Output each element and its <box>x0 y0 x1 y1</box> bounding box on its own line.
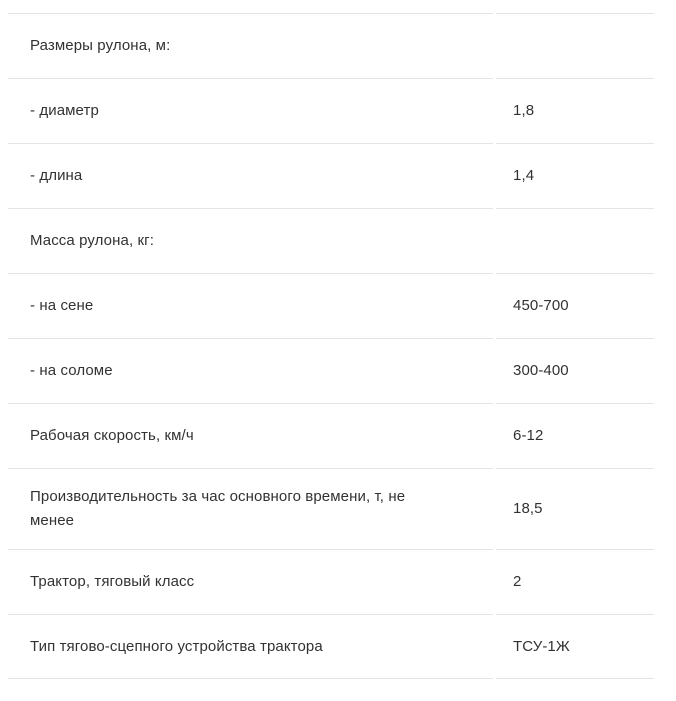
table-row <box>8 143 654 208</box>
table-row <box>8 78 654 143</box>
table-row <box>8 273 654 338</box>
spec-table <box>8 13 654 679</box>
spec-param-cell: - на соломе <box>8 338 493 403</box>
spec-param-cell: - диаметр <box>8 78 493 143</box>
table-row <box>8 208 654 273</box>
spec-value-cell: 18,5 <box>496 468 654 549</box>
spec-param-cell: Рабочая скорость, км/ч <box>8 403 493 468</box>
spec-value-cell: 6-12 <box>496 403 654 468</box>
spec-param-cell: Тип тягово-сцепного устройства трактора <box>8 614 493 679</box>
spec-param-cell: - на сене <box>8 273 493 338</box>
spec-value-cell: 2 <box>496 549 654 614</box>
spec-value-cell: ТСУ-1Ж <box>496 614 654 679</box>
spec-value-cell <box>496 13 654 78</box>
spec-value-cell: 450-700 <box>496 273 654 338</box>
table-row <box>8 13 654 78</box>
spec-value-cell <box>496 208 654 273</box>
spec-value-cell: 300-400 <box>496 338 654 403</box>
table-row <box>8 338 654 403</box>
spec-value-cell: 1,4 <box>496 143 654 208</box>
spec-param-cell: Масса рулона, кг: <box>8 208 493 273</box>
table-row <box>8 468 654 549</box>
spec-param-cell: - длина <box>8 143 493 208</box>
spec-param-cell: Трактор, тяговый класс <box>8 549 493 614</box>
table-row <box>8 549 654 614</box>
table-row <box>8 614 654 679</box>
spec-param-cell: Размеры рулона, м: <box>8 13 493 78</box>
spec-value-cell: 1,8 <box>496 78 654 143</box>
spec-param-cell: Производительность за час основного времени, т, не менее <box>8 468 493 549</box>
table-row <box>8 403 654 468</box>
